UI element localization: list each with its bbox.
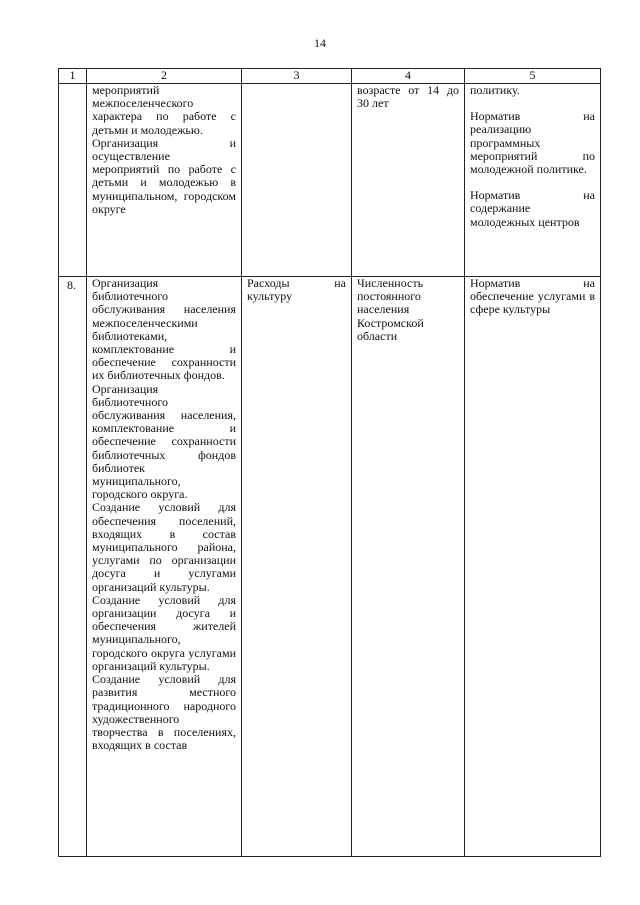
- norm-cell: [465, 277, 601, 857]
- header-cell: 3: [242, 69, 352, 84]
- text-paragraph: Расходы на культуру: [247, 276, 346, 304]
- table-row-8: [59, 277, 601, 857]
- norm-cell: [465, 84, 601, 277]
- header-cell: 4: [352, 69, 465, 84]
- row-number-cell: [59, 84, 87, 277]
- text-paragraph: Норматив на содержание молодежных центров: [470, 188, 595, 229]
- page-number: 14: [314, 36, 326, 50]
- text-paragraph: Организация и осуществление мероприятий по работе с детьми и молодежью в муниципальном, городском округе: [92, 135, 236, 216]
- row-number-cell: 8.: [59, 277, 87, 857]
- text-paragraph: политику.: [470, 83, 520, 97]
- text-paragraph: Создание условий для организации досуга и обеспечения жителей муниципального, городского округа услугами организаций культуры.: [92, 592, 236, 673]
- expense-cell: [242, 84, 352, 277]
- text-paragraph: Создание условий для развития местного традиционного народного художественного творчества в поселениях, входящих в состав: [92, 672, 236, 753]
- table-header-row: [59, 69, 601, 84]
- header-cell: 5: [465, 69, 601, 84]
- responsibility-cell: [87, 84, 242, 277]
- indicator-cell: [352, 277, 465, 857]
- header-cell: 1: [59, 69, 87, 84]
- text-paragraph: Организация библиотечного обслуживания населения, комплектование и обеспечение сохранности библиотечных фондов библиотек муниципального, городского округа.: [92, 381, 236, 502]
- text-paragraph: Норматив на обеспечение услугами в сфере культуры: [470, 276, 595, 317]
- text-paragraph: Численность постоянного населения Костромской области: [357, 276, 424, 343]
- responsibility-cell: [87, 277, 242, 857]
- indicator-cell: [352, 84, 465, 277]
- text-paragraph: Создание условий для обеспечения поселений, входящих в состав муниципального района, услугами по организации досуга и услугами организаций культуры.: [92, 500, 236, 594]
- expense-cell: [242, 277, 352, 857]
- table-row-continuation: [59, 84, 601, 277]
- text-paragraph: возрасте от 14 до 30 лет: [357, 83, 459, 111]
- text-paragraph: Организация библиотечного обслуживания населения межпоселенческими библиотеками, комплектование и обеспечение сохранности их библиотечных фондов.: [92, 276, 236, 383]
- text-paragraph: Норматив на реализацию программных мероприятий по молодежной политике.: [470, 109, 595, 177]
- header-cell: 2: [87, 69, 242, 84]
- data-table: [58, 68, 601, 857]
- text-paragraph: мероприятий межпоселенческого характера по работе с детьми и молодежью.: [92, 83, 236, 137]
